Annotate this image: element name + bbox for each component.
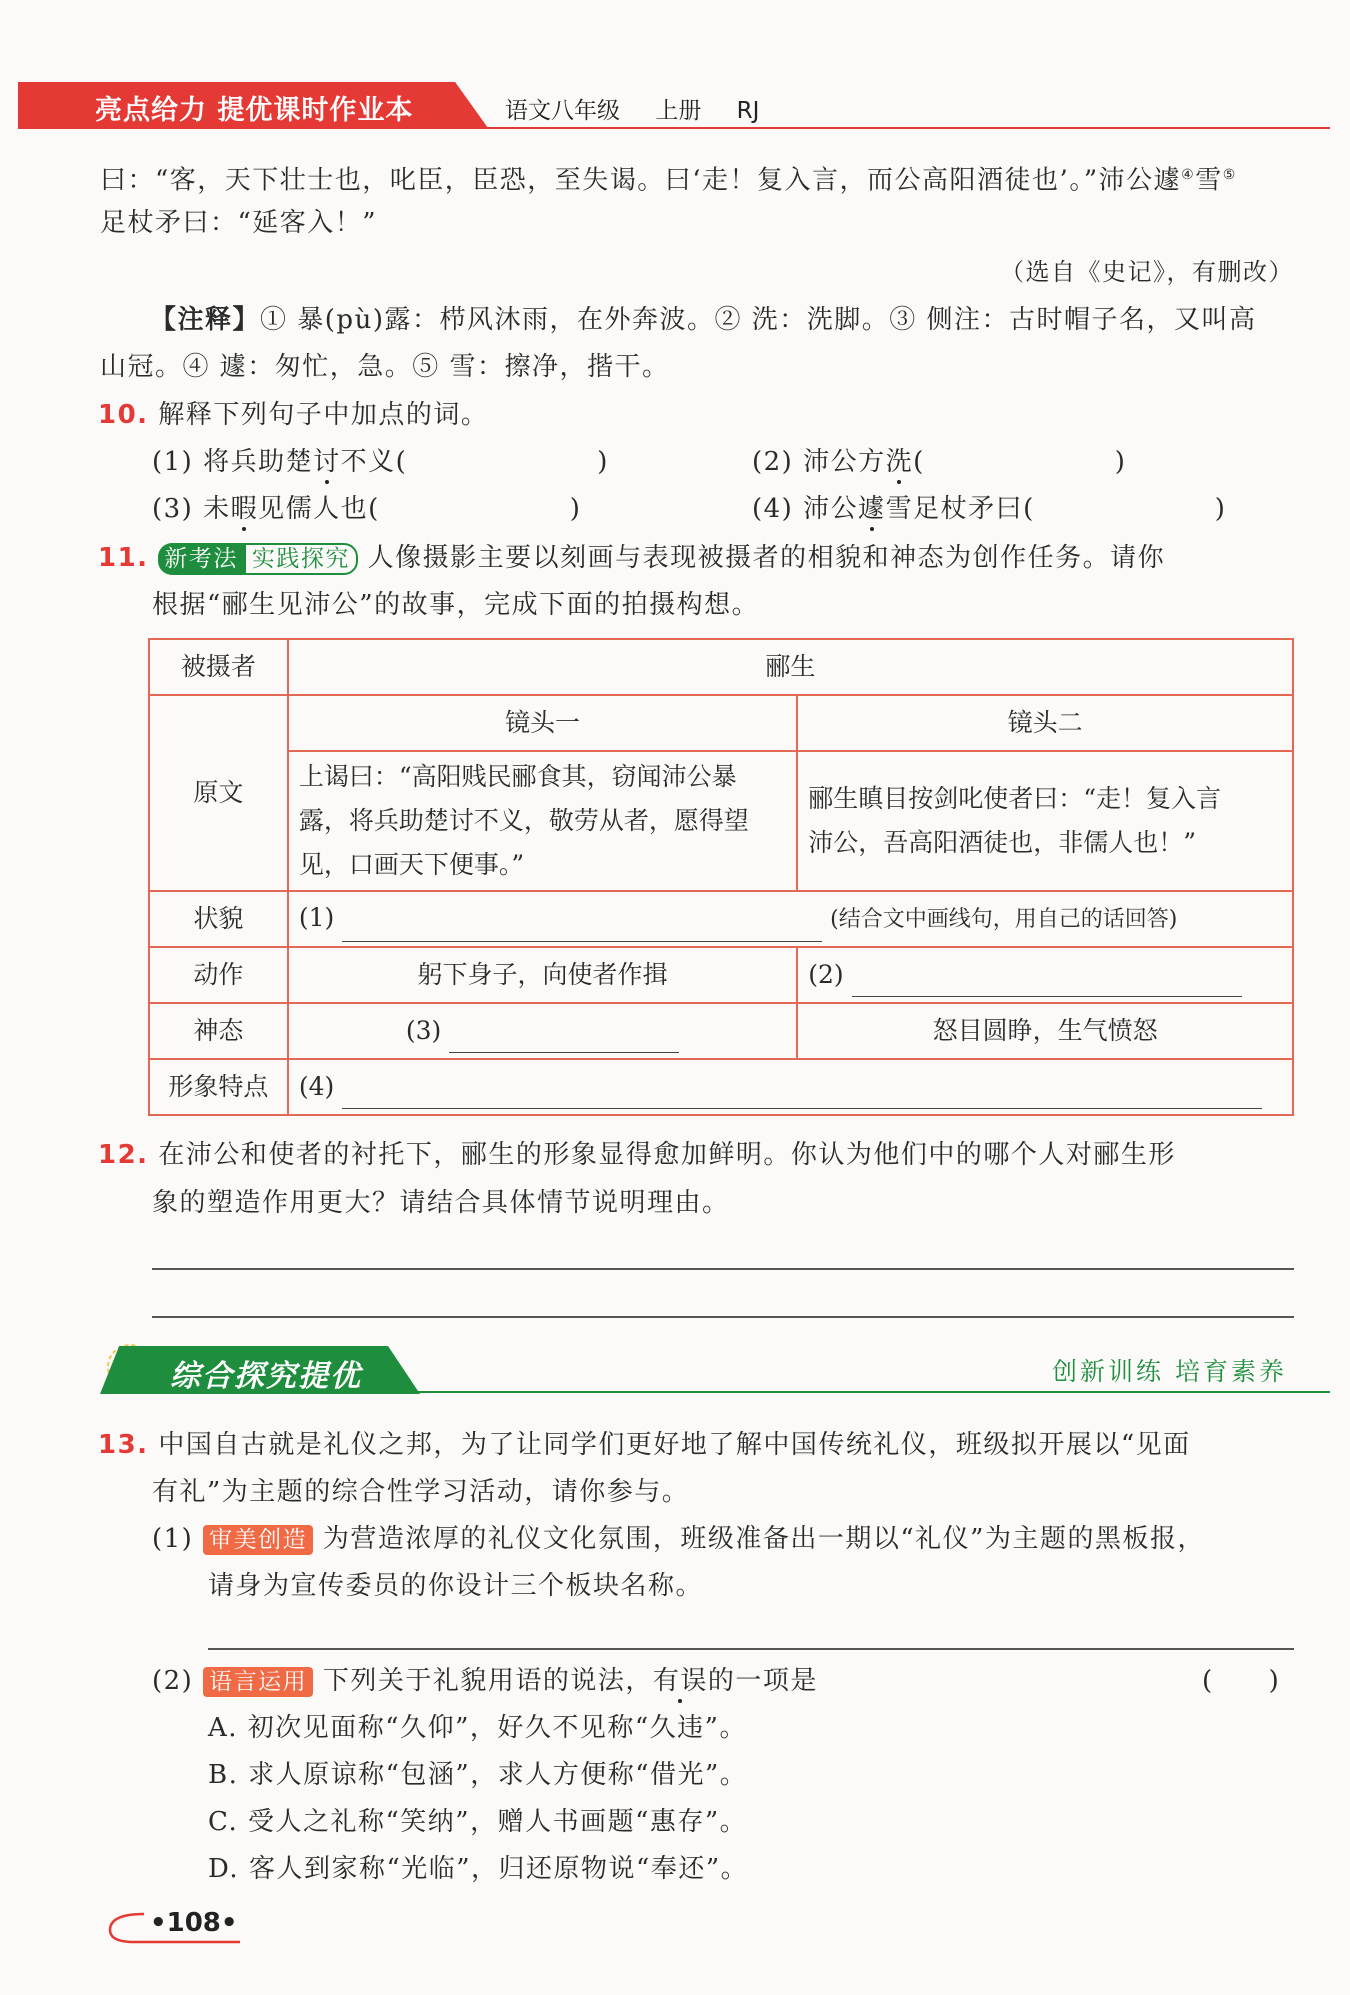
shot-1-text	[288, 751, 797, 891]
part-text: 为营造浓厚的礼仪文化氛围，班级准备出一期以“礼仪”为主题的黑板报，	[322, 1524, 1205, 1554]
table-row	[149, 695, 1293, 751]
answer-paren: )	[1214, 494, 1227, 524]
footnote-5: ⑤	[1222, 167, 1237, 183]
q10-item-2	[752, 445, 1126, 479]
question-13-line-2: 有礼”为主题的综合性学习活动，请你参与。	[152, 1477, 690, 1507]
image-trait-label: 形象特点	[149, 1059, 288, 1115]
original-text-label: 原文	[149, 695, 288, 891]
part-number: (1)	[152, 1524, 194, 1554]
question-text: 解释下列句子中加点的词。	[158, 400, 489, 430]
answer-blank[interactable]	[342, 1080, 1262, 1109]
question-number: 13.	[98, 1430, 149, 1460]
passage-line-2: 足杖矛曰：“延客入！”	[100, 208, 378, 238]
dotted-word: 洗	[885, 447, 914, 477]
practice-tag: 实践探究	[244, 543, 358, 575]
notes-label: 【注释】	[150, 305, 261, 335]
passage-text: 雪	[1195, 165, 1223, 196]
cell-line: 见，口画天下便事。”	[298, 850, 525, 879]
option-b[interactable]: B. 求人原谅称“包涵”，求人方便称“借光”。	[208, 1760, 748, 1790]
header-cell: 被摄者	[149, 639, 288, 695]
notes-line-1	[150, 303, 1257, 337]
answer-blank[interactable]	[342, 913, 822, 942]
section-title: 综合探究提优	[170, 1359, 362, 1394]
table-row	[149, 1059, 1293, 1115]
dotted-word: 遽	[858, 494, 886, 524]
image-trait-answer	[288, 1059, 1293, 1115]
expression-shot-2: 怒目圆睁，生气愤怒	[797, 1003, 1293, 1059]
q13-part-2	[152, 1664, 818, 1698]
footnote-4: ④	[1181, 167, 1196, 183]
notes-line-2: 山冠。④ 遽：匆忙，急。⑤ 雪：擦净，揩干。	[100, 352, 670, 382]
answer-line[interactable]	[208, 1648, 1294, 1650]
item-text: (4) 沛公	[752, 494, 859, 524]
choice-paren[interactable]: ( )	[1202, 1666, 1281, 1696]
appearance-label: 状貌	[149, 891, 288, 947]
question-13	[98, 1428, 1191, 1462]
table-row	[149, 947, 1293, 1003]
passage-line-1	[100, 158, 1237, 198]
item-text: 不义(	[340, 447, 408, 477]
question-text: 人像摄影主要以刻画与表现被摄者的相貌和神态为创作任务。请你	[367, 543, 1166, 573]
q10-item-1	[152, 445, 609, 479]
cell-line: 露，将兵助楚讨不义，敬劳从者，愿得望	[298, 806, 749, 835]
new-method-tag: 新考法	[158, 543, 244, 575]
passage-source: （选自《史记》，有删改）	[1000, 258, 1294, 286]
action-shot-2	[797, 947, 1293, 1003]
shot-1-header: 镜头一	[288, 695, 797, 751]
item-text: (1) 将兵助楚	[152, 447, 314, 477]
section-rule	[410, 1391, 1330, 1393]
question-text: 中国自古就是礼仪之邦，为了让同学们更好地了解中国传统礼仪，班级拟开展以“见面	[158, 1430, 1191, 1460]
q10-item-4	[752, 492, 1226, 526]
volume: 上册	[655, 98, 702, 124]
question-12-line-2: 象的塑造作用更大？请结合具体情节说明理由。	[152, 1188, 730, 1218]
cell-line: 沛公，吾高阳酒徒也，非儒人也！”	[808, 828, 1196, 857]
action-label: 动作	[149, 947, 288, 1003]
answer-blank[interactable]	[852, 968, 1242, 997]
part-text: 下列关于礼貌用语的说法，	[322, 1666, 653, 1696]
blank-number: (2)	[808, 960, 844, 989]
question-number: 11.	[98, 543, 149, 573]
answer-paren: )	[569, 494, 582, 524]
table-row	[149, 639, 1293, 695]
cell-line: 郦生瞋目按剑叱使者曰：“走！复入言	[808, 784, 1221, 813]
expression-shot-1	[288, 1003, 797, 1059]
item-text: 见儒人也(	[258, 494, 380, 524]
shooting-plan-table	[148, 638, 1294, 1116]
part-text: 的一项是	[707, 1666, 818, 1696]
answer-paren: )	[1114, 447, 1127, 477]
shot-2-header: 镜头二	[797, 695, 1293, 751]
dotted-word: 有误	[652, 1666, 708, 1696]
section-subtitle: 创新训练 培育素养	[1052, 1357, 1287, 1386]
shot-2-text	[797, 751, 1293, 891]
option-c[interactable]: C. 受人之礼称“笑纳”，赠人书画题“惠存”。	[208, 1807, 748, 1837]
subject-cell: 郦生	[288, 639, 1293, 695]
blank-number: (3)	[405, 1016, 442, 1045]
brand-title: 亮点给力 提优课时作业本	[95, 95, 414, 126]
aesthetic-tag: 审美创造	[203, 1525, 313, 1555]
item-text: (	[913, 447, 925, 477]
question-11	[98, 541, 1165, 575]
notes-text: ① 暴(pù)露：栉风沐雨，在外奔波。② 洗：洗脚。③ 侧注：古时帽子名，又叫高	[260, 305, 1257, 335]
answer-hint: (结合文中画线句，用自己的话回答)	[830, 907, 1178, 932]
dotted-word: 暇	[230, 494, 259, 524]
dotted-word: 讨	[313, 447, 341, 477]
answer-blank[interactable]	[449, 1024, 679, 1053]
answer-line[interactable]	[152, 1316, 1294, 1318]
item-text: (3) 未	[152, 494, 231, 524]
q10-item-3	[152, 492, 581, 526]
option-a[interactable]: A. 初次见面称“久仰”，好久不见称“久违”。	[208, 1713, 747, 1743]
action-shot-1: 躬下身子，向使者作揖	[288, 947, 797, 1003]
question-11-line-2: 根据“郦生见沛公”的故事，完成下面的拍摄构想。	[152, 590, 760, 620]
question-10	[98, 398, 488, 432]
question-number: 12.	[98, 1140, 149, 1170]
edition: RJ	[736, 98, 760, 124]
expression-label: 神态	[149, 1003, 288, 1059]
passage-text: 曰：“客，天下壮士也，叱臣，臣恐，至失谒。曰‘走！复入言，而公高阳酒徒也’。”沛公遽	[100, 165, 1182, 196]
table-row	[149, 1003, 1293, 1059]
cell-line: 上谒曰：“高阳贱民郦食其，窃闻沛公暴	[298, 762, 737, 791]
subject-info	[505, 92, 759, 125]
blank-number: (1)	[298, 903, 335, 932]
q13-part-1-line-2: 请身为宣传委员的你设计三个板块名称。	[208, 1571, 704, 1601]
option-d[interactable]: D. 客人到家称“光临”，归还原物说“奉还”。	[208, 1854, 749, 1884]
blank-number: (4)	[298, 1072, 335, 1101]
question-text: 在沛公和使者的衬托下，郦生的形象显得愈加鲜明。你认为他们中的哪个人对郦生形	[158, 1140, 1176, 1170]
header-rule	[18, 127, 1330, 129]
language-tag: 语言运用	[203, 1667, 313, 1697]
question-12	[98, 1138, 1176, 1172]
page-number: •108•	[150, 1908, 238, 1938]
item-text: (2) 沛公方	[752, 447, 886, 477]
table-row	[149, 891, 1293, 947]
answer-line[interactable]	[152, 1268, 1294, 1270]
answer-paren: )	[597, 447, 609, 477]
question-number: 10.	[98, 400, 149, 430]
appearance-answer	[288, 891, 1293, 947]
part-number: (2)	[152, 1666, 194, 1696]
item-text: 雪足杖矛曰(	[885, 494, 1035, 524]
subject: 语文八年级	[505, 98, 620, 124]
q13-part-1	[152, 1522, 1205, 1556]
table-row	[149, 751, 1293, 891]
